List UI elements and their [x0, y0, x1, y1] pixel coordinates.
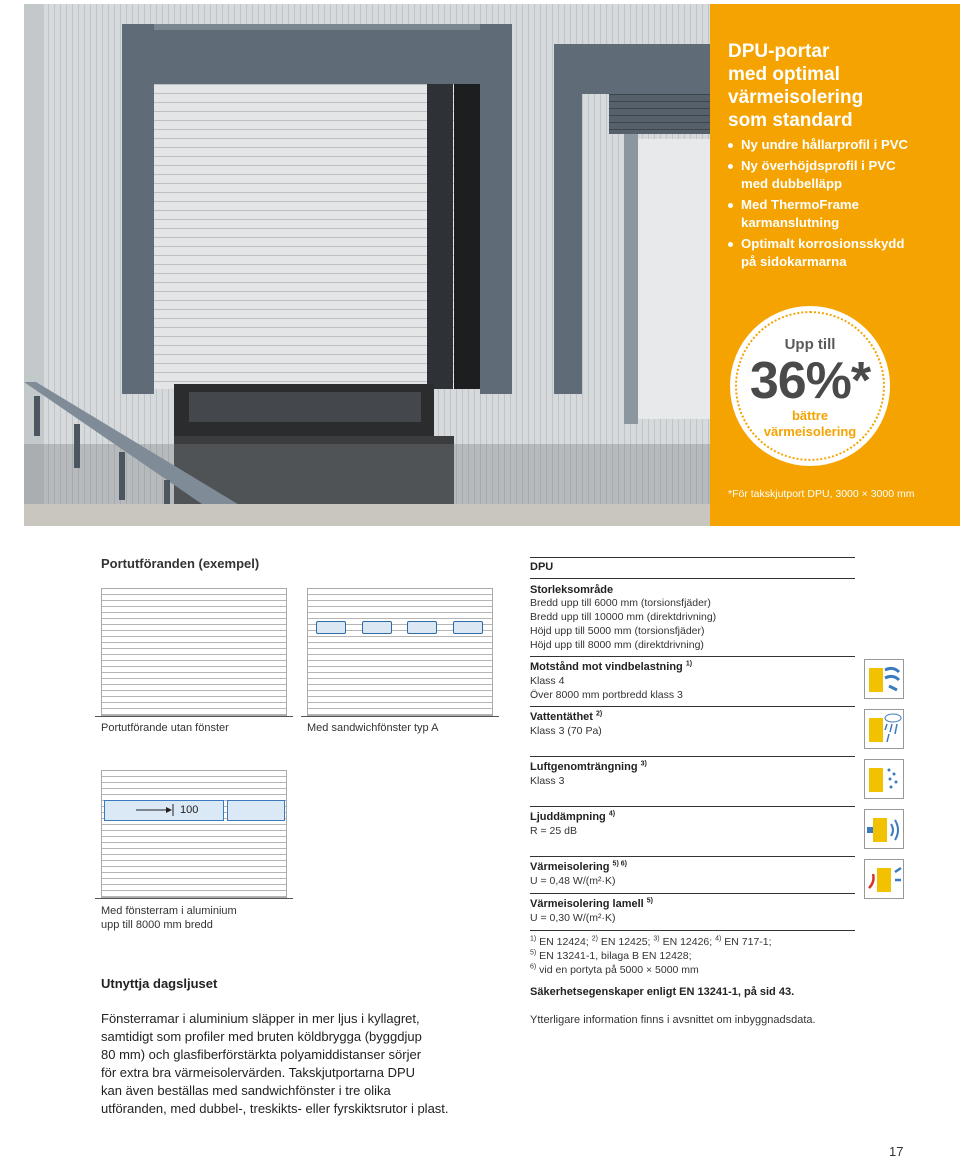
spec-thermal-panel-title-text: Värmeisolering lamell [530, 898, 644, 910]
promo-feature-list [728, 136, 956, 274]
spec-sound-title [530, 811, 615, 824]
page-number: 17 [889, 1144, 904, 1159]
spec-air-title-text: Luftgenomträngning [530, 761, 638, 773]
promo-feature-text: Ny överhöjdsprofil i PVC [741, 158, 896, 173]
spec-product-name: DPU [530, 561, 554, 573]
footnote-text: EN 12425; [600, 936, 654, 948]
door-without-windows-drawing [101, 588, 287, 716]
door-sandwich-window-caption: Med sandwichfönster typ A [307, 722, 439, 734]
footnote-ref: 6) [530, 963, 537, 971]
promo-feature-item [728, 196, 956, 232]
floor-line [95, 898, 293, 899]
spec-divider [530, 806, 855, 807]
safety-note: Säkerhetsegenskaper enligt EN 13241-1, på sid 43. [530, 986, 795, 998]
more-info-note: Ytterligare information finns i avsnittet om inbyggnadsdata. [530, 1014, 816, 1026]
examples-title: Portutföranden (exempel) [101, 556, 260, 571]
door-sandwich-window-drawing [307, 588, 493, 716]
footnote-ref: 2) [596, 710, 603, 718]
footnote-ref: 3) [653, 935, 660, 943]
promo-feature-text: Ny undre hållarprofil i PVC [741, 137, 909, 152]
spec-thermal-panel-title [530, 898, 653, 911]
spec-thermal-line: U = 0,48 W/(m²·K) [530, 875, 616, 887]
sandwich-window [407, 621, 437, 634]
spec-sound-line: R = 25 dB [530, 825, 577, 837]
spec-size-line: Höjd upp till 5000 mm (torsionsfjäder) [530, 625, 705, 637]
spec-divider [530, 656, 855, 657]
badge-subtitle-line: värmeisolering [763, 424, 857, 439]
sandwich-window [362, 621, 392, 634]
aluminium-frame-window [227, 800, 285, 821]
promo-feature-item [728, 136, 956, 154]
promo-title-line: med optimal [728, 64, 840, 85]
promo-feature-item [728, 157, 956, 193]
spec-divider [530, 578, 855, 579]
spec-divider [530, 893, 855, 894]
water-tightness-icon [864, 709, 904, 749]
spec-size-title: Storleksområde [530, 584, 614, 596]
thermal-insulation-icon [864, 859, 904, 899]
badge-upp-till: Upp till [784, 336, 836, 353]
spec-thermal-title-text: Värmeisolering [530, 861, 610, 873]
footnote-text: EN 12426; [662, 936, 716, 948]
promo-title [728, 40, 948, 132]
promo-feature-text: med dubbelläpp [741, 176, 843, 191]
caption-line: Med fönsterram i aluminium [101, 905, 237, 917]
spec-divider [530, 756, 855, 757]
footnote-text: EN 717-1; [724, 936, 772, 948]
hero-photo-loading-docks [24, 4, 710, 526]
spec-air-line: Klass 3 [530, 775, 565, 787]
spec-wind-line: Över 8000 mm portbredd klass 3 [530, 689, 683, 701]
footnote-ref: 5) 6) [612, 860, 627, 868]
footnote-line [530, 936, 772, 949]
spec-sound-title-text: Ljuddämpning [530, 811, 606, 823]
loading-dock-illustration [24, 4, 710, 526]
footnote-ref: 4) [608, 810, 616, 818]
promo-title-line: värmeisolering [728, 87, 864, 108]
usage-body [101, 1010, 521, 1118]
sandwich-window [316, 621, 346, 634]
promo-footnote: *För takskjutport DPU, 3000 × 3000 mm [728, 488, 915, 500]
wind-load-icon [864, 659, 904, 699]
spec-divider [530, 557, 855, 558]
spec-size-line: Höjd upp till 8000 mm (direktdrivning) [530, 639, 704, 651]
spec-size-line: Bredd upp till 6000 mm (torsionsfjäder) [530, 597, 711, 609]
spec-divider [530, 706, 855, 707]
promo-title-line: DPU-portar [728, 41, 830, 62]
insulation-badge [730, 306, 890, 466]
floor-line [301, 716, 499, 717]
spec-thermal-panel-line: U = 0,30 W/(m²·K) [530, 912, 616, 924]
promo-feature-text: Med ThermoFrame [741, 197, 859, 212]
spec-water-title [530, 711, 602, 724]
promo-feature-text: på sidokarmarna [741, 254, 847, 269]
spec-water-line: Klass 3 (70 Pa) [530, 725, 602, 737]
footnote-ref: 4) [715, 935, 722, 943]
spec-wind-title [530, 661, 692, 674]
spec-size-line: Bredd upp till 10000 mm (direktdrivning) [530, 611, 717, 623]
sound-insulation-icon [864, 809, 904, 849]
usage-line: för extra bra värmeisolervärden. Takskjutportarna DPU [101, 1065, 416, 1080]
floor-line [95, 716, 293, 717]
usage-line: kan även beställas med sandwichfönster i tre olika [101, 1083, 391, 1098]
door-without-windows-caption: Portutförande utan fönster [101, 722, 229, 734]
door-aluminium-frame-drawing [101, 770, 287, 898]
usage-title: Utnyttja dagsljuset [101, 976, 218, 991]
badge-subtitle-line: bättre [791, 408, 829, 423]
spec-wind-line: Klass 4 [530, 675, 565, 687]
footnote-text: EN 12424; [539, 936, 592, 948]
footnote-text: EN 13241-1, bilaga B EN 12428; [539, 950, 692, 962]
spec-thermal-title [530, 861, 627, 874]
footnote-line [530, 950, 692, 963]
footnote-text: vid en portyta på 5000 × 5000 mm [539, 964, 699, 976]
promo-feature-text: Optimalt korrosionsskydd [741, 236, 905, 251]
footnote-line [530, 964, 699, 977]
spec-air-title [530, 761, 647, 774]
door-aluminium-frame-caption [101, 904, 237, 932]
footnote-ref: 2) [591, 935, 598, 943]
promo-feature-text: karmanslutning [741, 215, 840, 230]
badge-subtitle [730, 408, 890, 440]
spec-divider [530, 856, 855, 857]
usage-line: 80 mm) och glasfiberförstärkta polyamiddistanser sörjer [101, 1047, 422, 1062]
promo-feature-item [728, 235, 956, 271]
spec-divider [530, 930, 855, 931]
footnote-ref: 5) [646, 897, 654, 905]
spec-wind-title-text: Motstånd mot vindbelastning [530, 661, 683, 673]
usage-line: Fönsterramar i aluminium släpper in mer ljus i kyllagret, [101, 1011, 420, 1026]
badge-percent: 36%* [749, 352, 871, 410]
footnote-ref: 1) [685, 660, 693, 668]
footnote-ref: 1) [530, 935, 537, 943]
promo-panel [710, 4, 960, 526]
promo-title-line: som standard [728, 110, 853, 131]
footnote-ref: 5) [530, 949, 537, 957]
sandwich-window [453, 621, 483, 634]
dimension-arrow [136, 804, 176, 816]
air-permeability-icon [864, 759, 904, 799]
caption-line: upp till 8000 mm bredd [101, 919, 213, 931]
footnote-ref: 3) [640, 760, 647, 768]
usage-line: utföranden, med dubbel-, treskikts- eller fyrskiktsrutor i plast. [101, 1101, 449, 1116]
usage-line: samtidigt som profiler med bruten köldbrygga (byggdjup [101, 1029, 422, 1044]
spec-water-title-text: Vattentäthet [530, 711, 593, 723]
dimension-label: 100 [180, 804, 199, 816]
